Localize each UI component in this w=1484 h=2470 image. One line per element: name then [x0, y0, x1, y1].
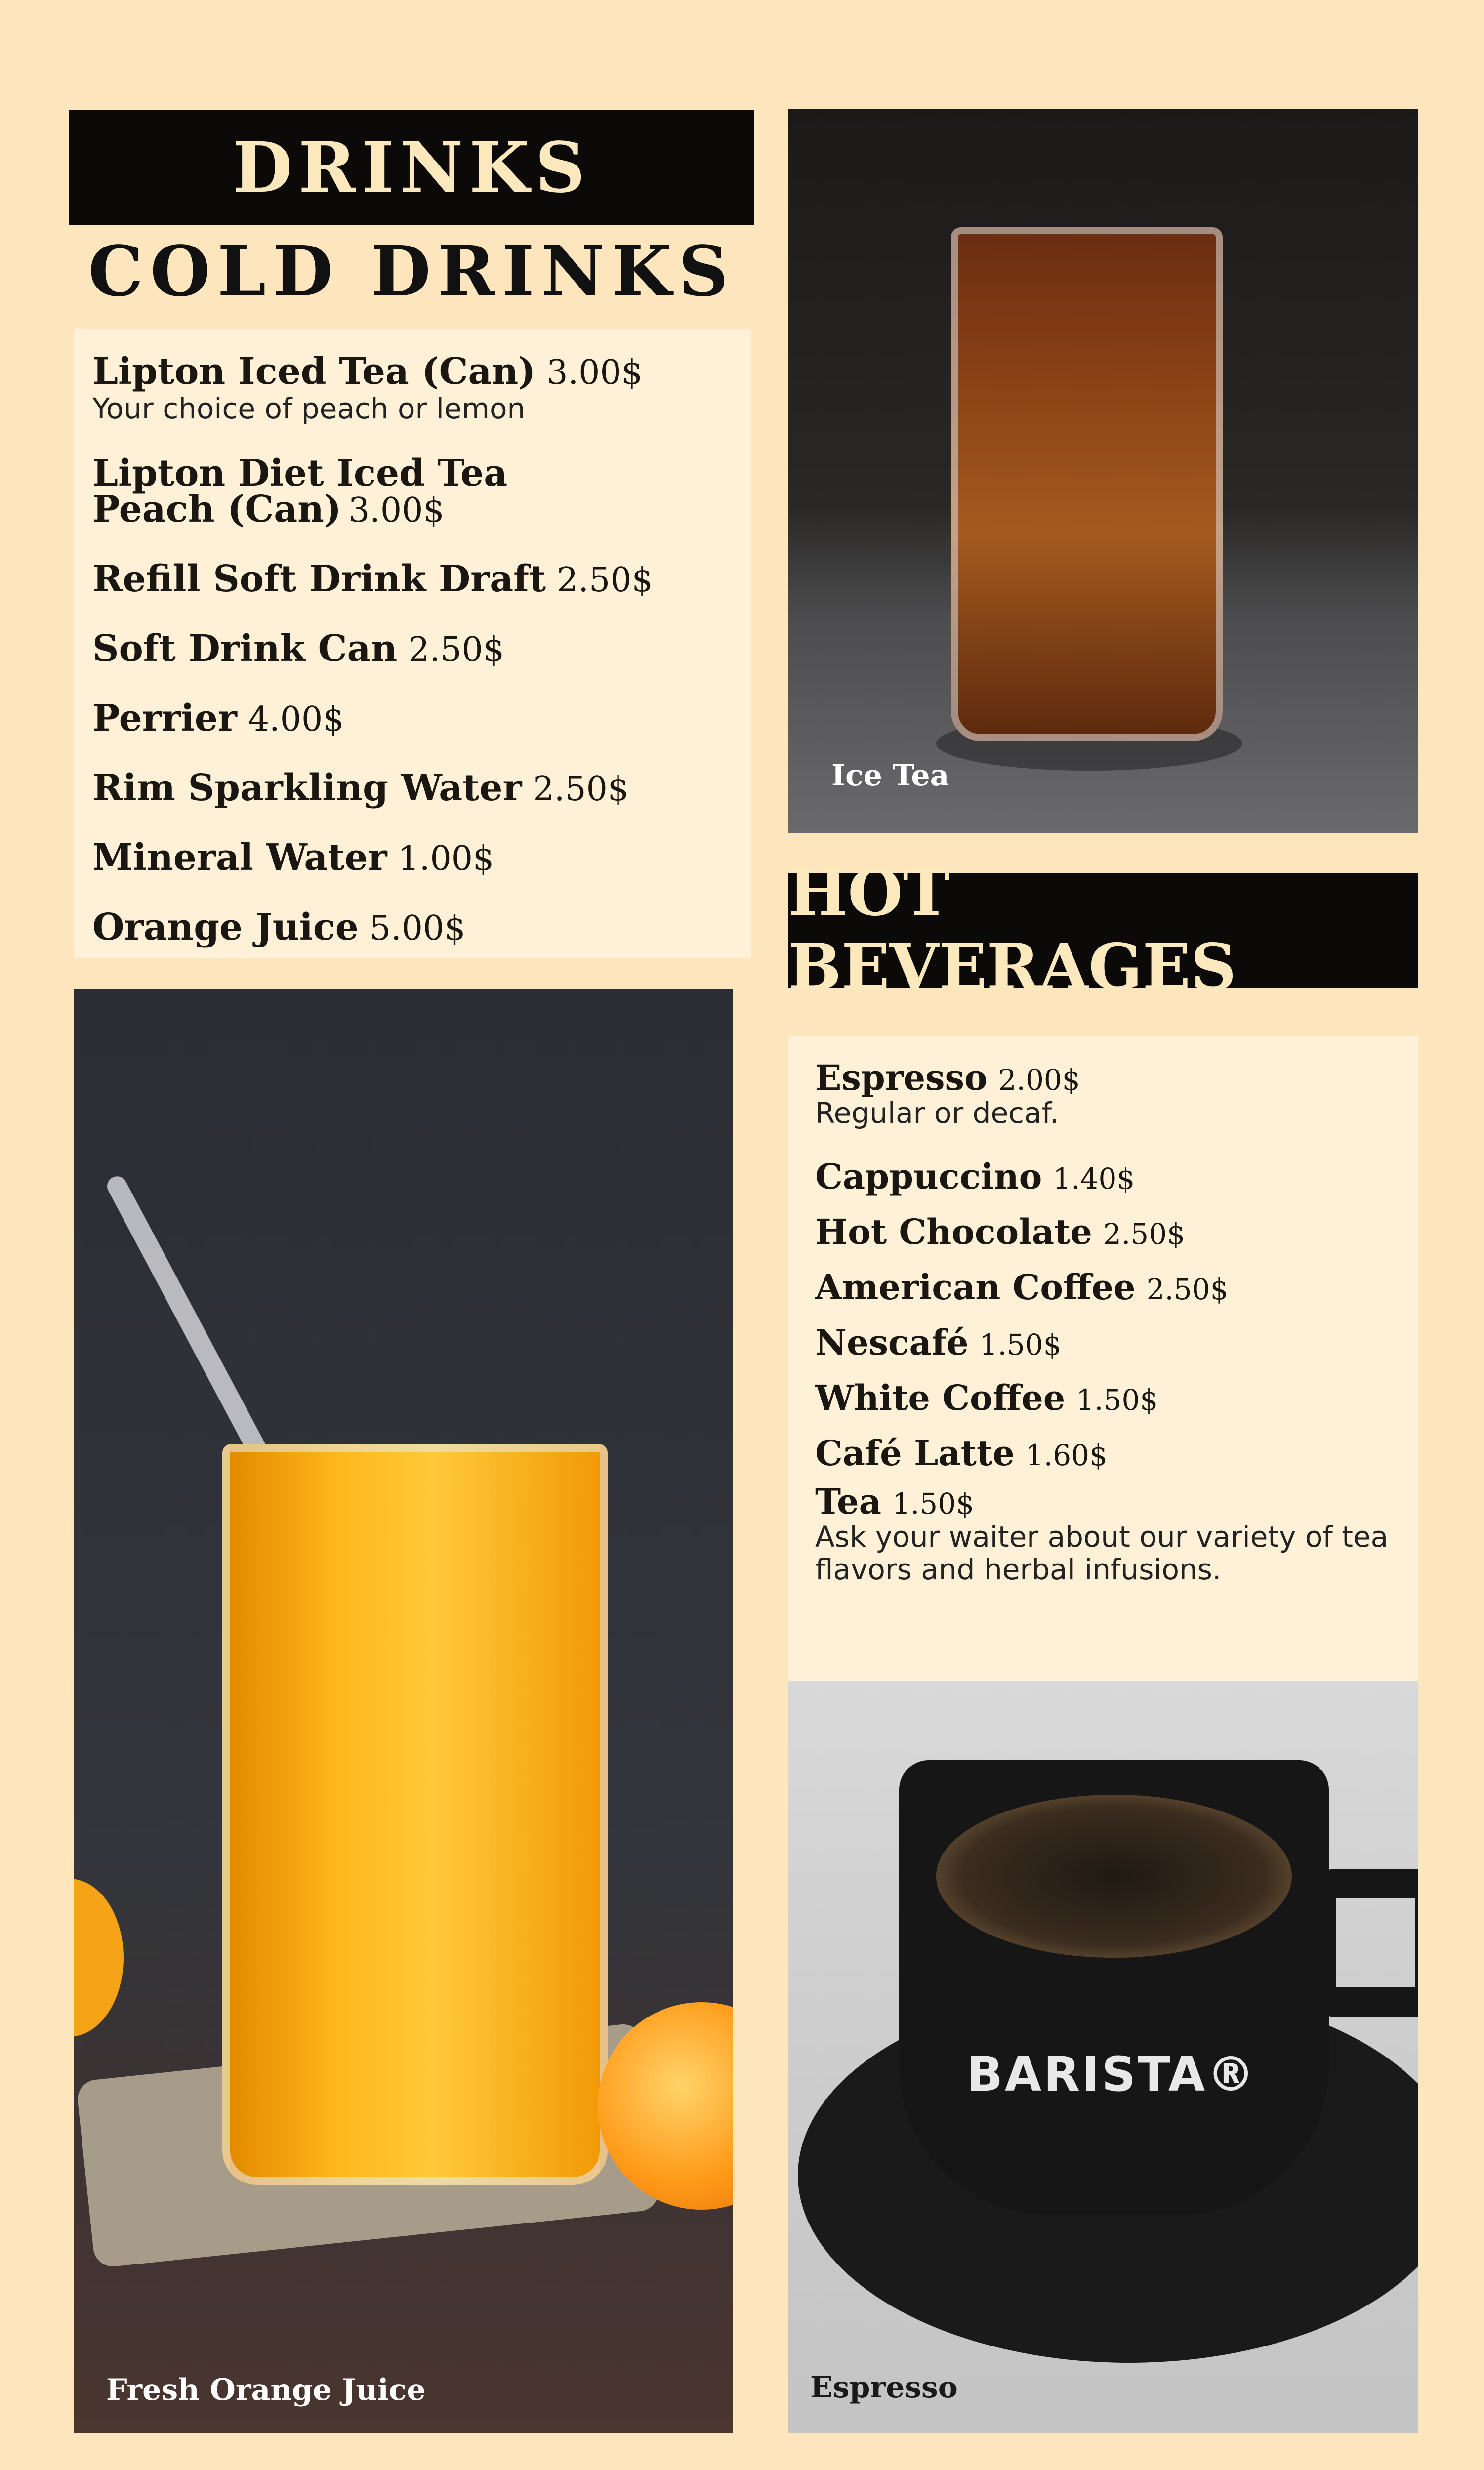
- item-price: 1.50$: [892, 1487, 974, 1521]
- menu-item: [92, 452, 731, 531]
- item-name: Café Latte: [815, 1433, 1015, 1474]
- item-name: Perrier: [92, 697, 237, 740]
- ice-tea-photo: [788, 109, 1418, 833]
- cup-brand-logo: BARISTA®: [966, 2047, 1257, 2102]
- item-name: Espresso: [815, 1057, 988, 1098]
- menu-item: [92, 697, 731, 740]
- straw: [104, 1173, 284, 1487]
- menu-item: [92, 906, 731, 948]
- menu-item: [92, 627, 731, 670]
- orange-juice-photo: [74, 989, 733, 2433]
- menu-item: [815, 1377, 1391, 1418]
- item-name: Refill Soft Drink Draft: [92, 558, 546, 600]
- juice-glass: [222, 1444, 608, 2185]
- item-price: 2.00$: [998, 1063, 1080, 1097]
- item-name: Mineral Water: [92, 836, 387, 879]
- menu-item: [815, 1156, 1391, 1197]
- item-price: 1.60$: [1025, 1439, 1108, 1472]
- item-name: Hot Chocolate: [815, 1211, 1092, 1252]
- item-price: 3.00$: [546, 353, 643, 392]
- item-name: Cappuccino: [815, 1156, 1042, 1197]
- menu-item: [92, 350, 731, 425]
- coffee-crema: [936, 1795, 1292, 1958]
- orange-slice-left: [74, 1879, 124, 2037]
- photo-caption: Espresso: [810, 2370, 958, 2405]
- item-price: 2.50$: [557, 561, 653, 600]
- photo-caption: Fresh Orange Juice: [106, 2373, 426, 2407]
- menu-item: [92, 836, 731, 879]
- hot-beverages-banner: HOT BEVERAGES: [788, 873, 1418, 988]
- hot-beverages-list: [788, 1036, 1418, 1681]
- photo-caption: Ice Tea: [831, 758, 949, 793]
- item-description: Ask your waiter about our variety of tea flavors and herbal infusions.: [815, 1520, 1389, 1586]
- menu-item: [815, 1211, 1391, 1252]
- item-price: 1.50$: [979, 1328, 1062, 1361]
- item-price: 5.00$: [369, 909, 466, 948]
- item-name: Lipton Iced Tea (Can): [92, 350, 536, 393]
- item-price: 2.50$: [1103, 1217, 1186, 1251]
- item-name: White Coffee: [815, 1377, 1066, 1418]
- item-price: 2.50$: [1146, 1273, 1229, 1306]
- item-price: 2.50$: [533, 770, 629, 809]
- item-name: Soft Drink Can: [92, 627, 398, 670]
- item-name: Tea: [815, 1481, 881, 1522]
- menu-item: [815, 1322, 1391, 1363]
- espresso-photo: [788, 1681, 1418, 2433]
- item-price: 3.00$: [348, 491, 445, 530]
- item-price: 1.40$: [1053, 1162, 1135, 1195]
- menu-item: [815, 1057, 1391, 1130]
- item-name: Nescafé: [815, 1322, 969, 1363]
- menu-item: [815, 1433, 1391, 1474]
- ice-tea-glass: [951, 227, 1223, 741]
- item-name: Rim Sparkling Water: [92, 767, 522, 809]
- item-name: Lipton Diet Iced Tea Peach (Can): [92, 452, 508, 531]
- drinks-banner: DRINKS: [69, 110, 754, 225]
- menu-item: [92, 767, 731, 809]
- menu-item: [815, 1481, 1391, 1586]
- item-name: American Coffee: [815, 1267, 1136, 1308]
- item-name: Orange Juice: [92, 906, 359, 948]
- item-price: 1.50$: [1076, 1383, 1158, 1417]
- item-description: Your choice of peach or lemon: [92, 392, 526, 425]
- menu-item: [92, 558, 731, 600]
- cold-drinks-heading: COLD DRINKS: [88, 231, 736, 312]
- item-description: Regular or decaf.: [815, 1096, 1059, 1130]
- cold-drinks-list: [74, 329, 751, 958]
- menu-item: [815, 1267, 1391, 1308]
- item-price: 1.00$: [398, 839, 495, 878]
- item-price: 2.50$: [408, 630, 505, 669]
- item-price: 4.00$: [247, 700, 344, 739]
